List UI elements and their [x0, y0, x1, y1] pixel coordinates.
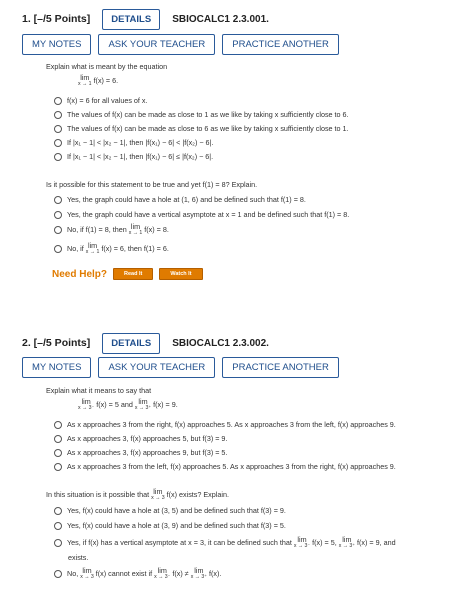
option-b-4[interactable]: No, if lim x → 1 f(x) = 6, then f(1) = 6.	[54, 242, 169, 256]
radio-button[interactable]	[54, 507, 62, 515]
radio-button[interactable]	[54, 463, 62, 471]
radio-button[interactable]	[54, 421, 62, 429]
option-a-4[interactable]: If |x₁ − 1| < |x₂ − 1|, then |f(x₁) − 6| < |f(x₂) − 6|.	[54, 138, 213, 147]
option-a-4[interactable]: As x approaches 3 from the left, f(x) approaches 5. As x approaches 3 from the right, f(x) approaches 9.	[54, 462, 396, 471]
lim-subscript: x → 1	[78, 81, 92, 87]
practice-another-button[interactable]: PRACTICE ANOTHER	[222, 34, 339, 55]
question-b-text: Is it possible for this statement to be true and yet f(1) = 8? Explain.	[46, 180, 258, 189]
radio-button[interactable]	[54, 125, 62, 133]
option-b-3[interactable]: Yes, if f(x) has a vertical asymptote at x = 3, it can be defined such that lim x → 3⁻ f(x) = 5, lim x → 3⁺ f(x) = 9, and	[54, 536, 396, 550]
option-b-2[interactable]: Yes, f(x) could have a hole at (3, 9) and be defined such that f(3) = 5.	[54, 521, 286, 530]
radio-button[interactable]	[54, 539, 62, 547]
question-body	[42, 384, 466, 594]
read-it-button[interactable]: Read It	[113, 268, 153, 280]
option-a-1[interactable]: As x approaches 3 from the right, f(x) approaches 5. As x approaches 3 from the left, f(x) approaches 9.	[54, 420, 396, 429]
watch-it-button[interactable]: Watch It	[159, 268, 202, 280]
option-b-1[interactable]: Yes, the graph could have a hole at (1, 6) and be defined such that f(1) = 8.	[54, 195, 306, 204]
details-button[interactable]: DETAILS	[102, 9, 160, 30]
option-a-2[interactable]: The values of f(x) can be made as close to 1 as we like by taking x sufficiently close to 6.	[54, 110, 349, 119]
prompt-text: Explain what is meant by the equation	[46, 62, 168, 71]
option-a-2[interactable]: As x approaches 3, f(x) approaches 5, but f(3) = 9.	[54, 434, 227, 443]
equation: lim x → 3⁻ f(x) = 5 and lim x → 3⁺ f(x) = 9.	[78, 397, 178, 411]
prompt-text: Explain what it means to say that	[46, 386, 152, 395]
question-separator	[0, 300, 474, 326]
ask-your-teacher-button[interactable]: ASK YOUR TEACHER	[98, 34, 215, 55]
radio-button[interactable]	[54, 211, 62, 219]
radio-button[interactable]	[54, 196, 62, 204]
option-b-1[interactable]: Yes, f(x) could have a hole at (3, 5) and be defined such that f(3) = 9.	[54, 506, 286, 515]
action-buttons	[22, 357, 339, 378]
practice-another-button[interactable]: PRACTICE ANOTHER	[222, 357, 339, 378]
question-number: 1. [–/5 Points]	[22, 13, 91, 25]
radio-button[interactable]	[54, 449, 62, 457]
option-b-3-continued: exists.	[68, 553, 89, 562]
details-button[interactable]: DETAILS	[102, 333, 160, 354]
question-b-text: In this situation is it possible that lim x → 3 f(x) exists? Explain.	[46, 487, 229, 501]
radio-button[interactable]	[54, 226, 62, 234]
equation	[78, 74, 118, 88]
my-notes-button[interactable]: MY NOTES	[22, 357, 91, 378]
lim-label: lim	[80, 73, 90, 82]
question-2	[0, 326, 474, 594]
question-header	[22, 4, 269, 34]
question-code: SBIOCALC1 2.3.001.	[172, 13, 269, 25]
my-notes-button[interactable]: MY NOTES	[22, 34, 91, 55]
question-code: SBIOCALC1 2.3.002.	[172, 337, 269, 349]
radio-button[interactable]	[54, 153, 62, 161]
radio-button[interactable]	[54, 522, 62, 530]
question-number: 2. [–/5 Points]	[22, 337, 91, 349]
radio-button[interactable]	[54, 111, 62, 119]
ask-your-teacher-button[interactable]: ASK YOUR TEACHER	[98, 357, 215, 378]
option-a-1[interactable]: f(x) = 6 for all values of x.	[54, 96, 148, 105]
question-body	[42, 60, 466, 300]
action-buttons	[22, 34, 339, 55]
question-header	[22, 328, 269, 358]
radio-button[interactable]	[54, 97, 62, 105]
option-a-3[interactable]: As x approaches 3, f(x) approaches 9, but f(3) = 5.	[54, 448, 227, 457]
option-b-4[interactable]: No, lim x → 3 f(x) cannot exist if lim x → 3⁻ f(x) ≠ lim x → 3⁺ f(x).	[54, 567, 221, 581]
radio-button[interactable]	[54, 570, 62, 578]
option-a-3[interactable]: The values of f(x) can be made as close to 6 as we like by taking x sufficiently close to 1.	[54, 124, 349, 133]
need-help-label: Need Help?	[52, 268, 108, 280]
option-b-3[interactable]: No, if f(1) = 8, then lim x → 1 f(x) = 8.	[54, 223, 169, 237]
need-help	[52, 268, 203, 280]
radio-button[interactable]	[54, 139, 62, 147]
equation-expr: f(x) = 6.	[93, 75, 119, 85]
option-b-2[interactable]: Yes, the graph could have a vertical asymptote at x = 1 and be defined such that f(1) = 8.	[54, 210, 349, 219]
radio-button[interactable]	[54, 435, 62, 443]
option-a-5[interactable]: If |x₁ − 1| < |x₂ − 1|, then |f(x₁) − 6| ≤ |f(x₂) − 6|.	[54, 152, 213, 161]
radio-button[interactable]	[54, 245, 62, 253]
